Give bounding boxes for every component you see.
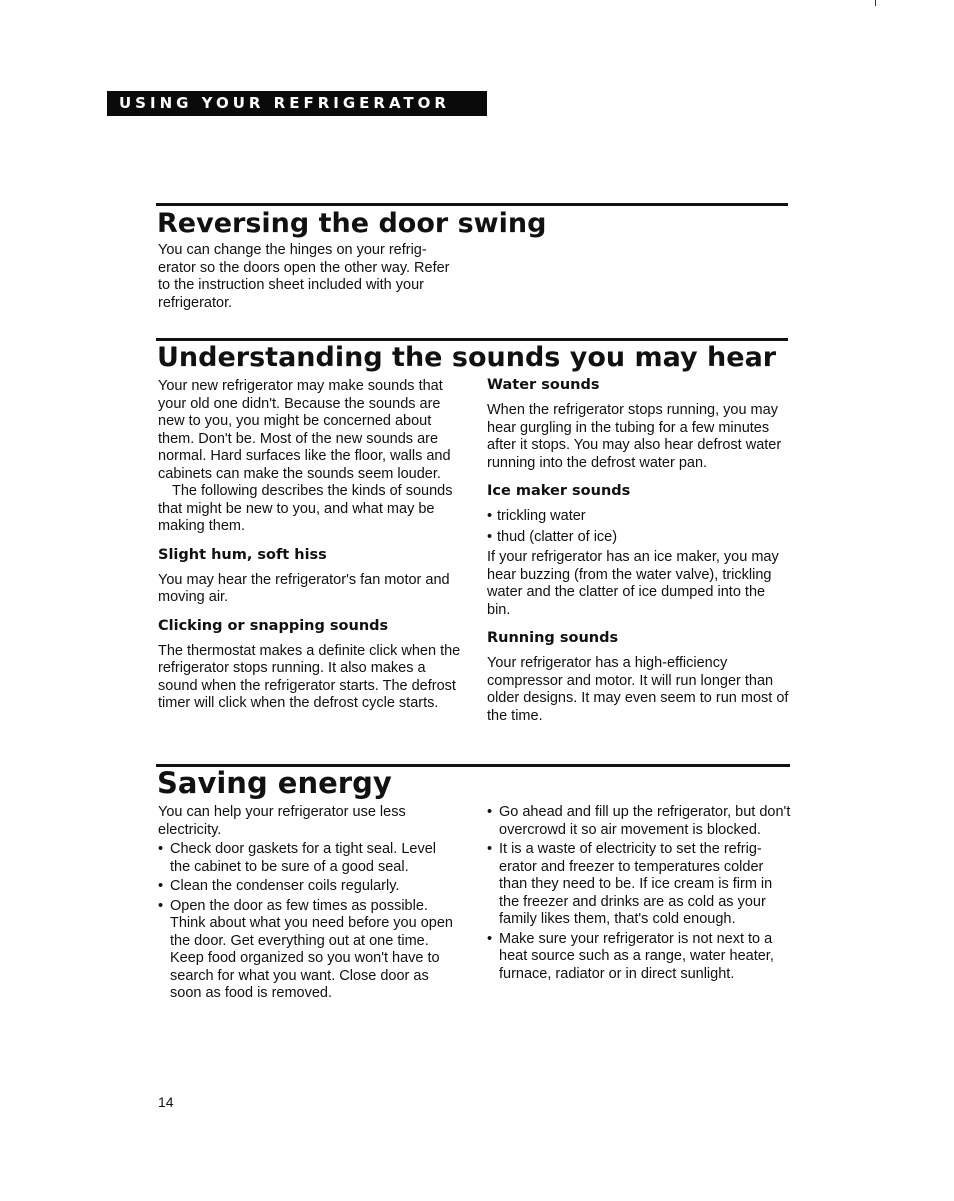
- sounds-left-column: [158, 378, 462, 713]
- water-body: When the refrigerator stops running, you may hear gurgling in the tubing for a few minutes after it stops. You may also hear defrost water running into the defrost water pan.: [487, 402, 782, 471]
- corner-mark: [875, 0, 876, 6]
- energy-right-list: [487, 804, 791, 983]
- list-item: • Make sure your refrigerator is not next to a heat source such as a range, water heater, furnace, radiator or in direct sunlight.: [487, 931, 791, 984]
- list-item: • thud (clatter of ice): [487, 529, 791, 547]
- energy-title: Saving energy: [157, 766, 392, 800]
- sounds-intro-1: Your new refrigerator may make sounds that your old one didn't. Because the sounds are new to you, you might be concerned about them. Don't be. Most of the new sounds are normal. Hard surfaces like the floor, walls and cabinets can make the sounds seem louder.: [158, 378, 451, 482]
- section-rule-sounds: [156, 338, 788, 341]
- door-swing-body: You can change the hinges on your refrig-erator so the doors open the other way. Refer to the instruction sheet included with your refrigerator.: [158, 242, 450, 311]
- list-item: • trickling water: [487, 508, 791, 526]
- energy-intro: You can help your refrigerator use less electricity.: [158, 804, 406, 838]
- hum-heading: Slight hum, soft hiss: [158, 546, 327, 563]
- list-item: • It is a waste of electricity to set the refrig-erator and freezer to temperatures colder than they need to be. If ice cream is firm in the freezer and drinks are as cold as your family likes them, that's cold enough.: [487, 841, 791, 929]
- click-body: The thermostat makes a definite click when the refrigerator stops running. It also makes a sound when the refrigerator starts. The defrost timer will click when the defrost cycle starts.: [158, 642, 461, 711]
- ice-list: [487, 508, 791, 546]
- click-heading: Clicking or snapping sounds: [158, 617, 389, 634]
- energy-left-list: [158, 841, 458, 1003]
- energy-right-column: [487, 804, 791, 985]
- ice-body: If your refrigerator has an ice maker, you may hear buzzing (from the water valve), trickling water and the clatter of ice dumped into the bin.: [487, 549, 779, 618]
- section-rule-door-swing: [156, 203, 788, 206]
- hum-body: You may hear the refrigerator's fan motor and moving air.: [158, 571, 450, 605]
- energy-left-column: [158, 804, 458, 1005]
- water-heading: Water sounds: [487, 377, 600, 393]
- list-item: • Check door gaskets for a tight seal. Level the cabinet to be sure of a good seal.: [158, 841, 458, 876]
- list-item: • Clean the condenser coils regularly.: [158, 878, 458, 896]
- sounds-intro-2: The following describes the kinds of sounds that might be new to you, and what may be making them.: [158, 483, 453, 534]
- list-item: • Go ahead and fill up the refrigerator, but don't overcrowd it so air movement is blocked.: [487, 804, 791, 839]
- running-body: Your refrigerator has a high-efficiency compressor and motor. It will run longer than older designs. It may even seem to run most of the time.: [487, 655, 789, 724]
- sounds-title: Understanding the sounds you may hear: [157, 342, 777, 373]
- page-number: 14: [158, 1094, 174, 1110]
- ice-heading: Ice maker sounds: [487, 483, 631, 499]
- running-heading: Running sounds: [487, 630, 619, 646]
- door-swing-title: Reversing the door swing: [157, 208, 547, 239]
- section-header-bar: USING YOUR REFRIGERATOR: [107, 91, 487, 116]
- list-item: • Open the door as few times as possible. Think about what you need before you open the door. Get everything out at one time. Keep food organized so you won't have to search for what you want. Close door as soon as food is removed.: [158, 898, 458, 1003]
- door-swing-column: [158, 242, 450, 312]
- sounds-right-column: [487, 376, 791, 725]
